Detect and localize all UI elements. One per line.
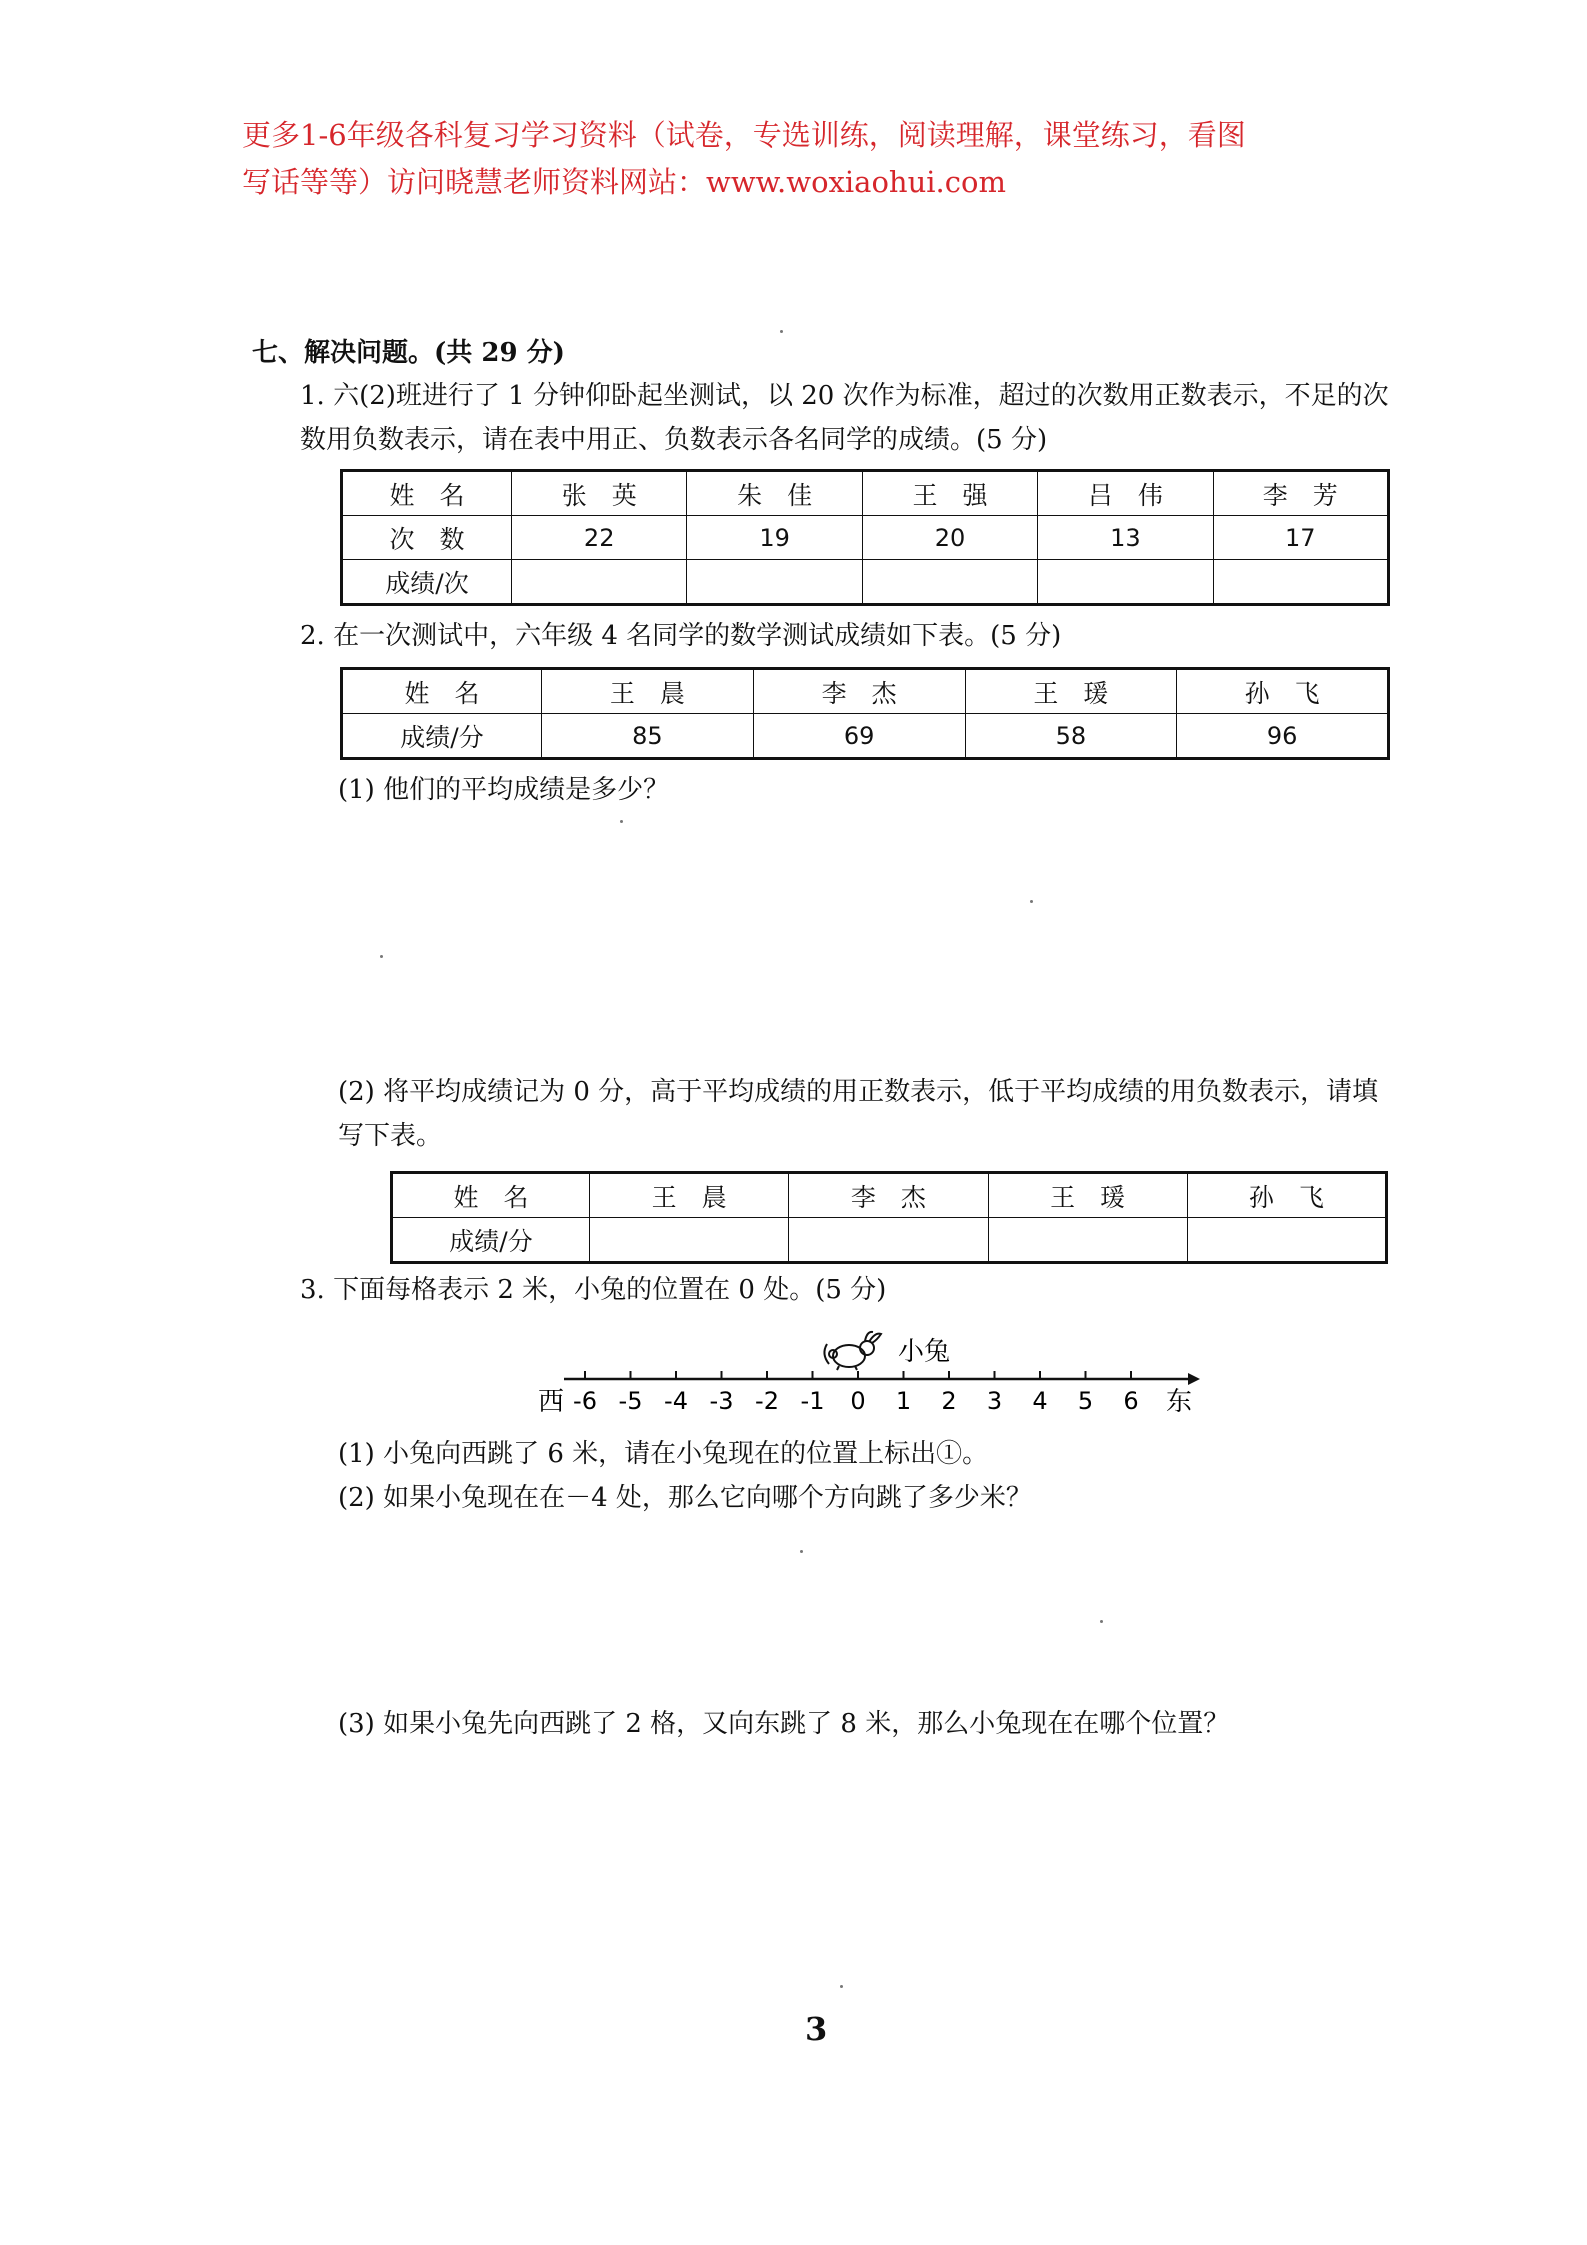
tick-label: 5 [1077, 1387, 1094, 1412]
table-row [392, 1218, 1387, 1263]
east-label: 东 [1166, 1387, 1193, 1412]
score-cell: 69 [753, 714, 965, 759]
score-cell: 85 [542, 714, 754, 759]
student-name: 吕 伟 [1038, 471, 1213, 516]
section-title: 七、解决问题。(共 29 分) [252, 338, 565, 368]
tick-label: -1 [800, 1387, 825, 1412]
table-row [342, 714, 1389, 759]
table-row [342, 516, 1389, 560]
row-label-name: 姓 名 [342, 669, 542, 714]
student-name: 李 杰 [753, 669, 965, 714]
question-2-text: 2. 在一次测试中，六年级 4 名同学的数学测试成绩如下表。(5 分) [300, 621, 1062, 651]
arrow-head-icon [1188, 1373, 1200, 1385]
score-cell: 96 [1177, 714, 1389, 759]
question-3-text: 3. 下面每格表示 2 米，小兔的位置在 0 处。(5 分) [300, 1275, 887, 1305]
question-3-part-3: (3) 如果小兔先向西跳了 2 格，又向东跳了 8 米，那么小兔现在在哪个位置？ [338, 1709, 1230, 1739]
answer-cell[interactable] [590, 1218, 789, 1263]
question-2-part-2: (2) 将平均成绩记为 0 分，高于平均成绩的用正数表示，低于平均成绩的用负数表示，请填写下表。 [338, 1077, 1379, 1151]
scan-speck [620, 820, 623, 823]
question-3-part-1: (1) 小兔向西跳了 6 米，请在小兔现在的位置上标出①。 [338, 1439, 989, 1469]
answer-cell[interactable] [1213, 560, 1388, 605]
count-cell: 17 [1213, 516, 1388, 560]
student-name: 李 芳 [1213, 471, 1388, 516]
row-label-count: 次 数 [342, 516, 512, 560]
question-2-part-1: (1) 他们的平均成绩是多少？ [338, 775, 670, 805]
rabbit-icon [824, 1332, 881, 1370]
student-name: 王 强 [862, 471, 1037, 516]
score-cell: 58 [965, 714, 1177, 759]
scan-speck [1030, 900, 1033, 903]
tick-label: 2 [941, 1387, 957, 1412]
answer-cell[interactable] [1187, 1218, 1386, 1263]
student-name: 张 英 [512, 471, 687, 516]
table-row [342, 560, 1389, 605]
question-1-text: 1. 六(2)班进行了 1 分钟仰卧起坐测试，以 20 次作为标准，超过的次数用正数表示，不足的次数用负数表示，请在表中用正、负数表示各名同学的成绩。(5 分) [300, 381, 1389, 455]
count-cell: 20 [862, 516, 1037, 560]
number-line [530, 1322, 1210, 1412]
page-number: 3 [805, 2010, 828, 2048]
question-3-part-2: (2) 如果小兔现在在－4 处，那么它向哪个方向跳了多少米？ [338, 1483, 1032, 1513]
promo-line-2: 写话等等）访问晓慧老师资料网站：www.woxiaohui.com [242, 165, 1006, 199]
tick-label: 4 [1032, 1387, 1048, 1412]
tick-label: -3 [709, 1387, 734, 1412]
row-label-name: 姓 名 [392, 1173, 590, 1218]
count-cell: 19 [687, 516, 862, 560]
rabbit-label: 小兔 [898, 1337, 951, 1367]
tick-label: -6 [573, 1387, 597, 1412]
table-row [342, 471, 1389, 516]
west-label: 西 [538, 1387, 565, 1412]
table-row [342, 669, 1389, 714]
count-cell: 13 [1038, 516, 1213, 560]
tick-group [573, 1371, 1139, 1412]
student-name: 孙 飞 [1187, 1173, 1386, 1218]
answer-cell[interactable] [862, 560, 1037, 605]
tick-label: 3 [986, 1387, 1003, 1412]
tick-label: 6 [1123, 1387, 1139, 1412]
answer-cell[interactable] [789, 1218, 988, 1263]
student-name: 李 杰 [789, 1173, 988, 1218]
tick-label: -2 [755, 1387, 779, 1412]
answer-cell[interactable] [988, 1218, 1187, 1263]
student-name: 王 晨 [590, 1173, 789, 1218]
question-2-table [340, 667, 1390, 760]
student-name: 王 瑗 [988, 1173, 1187, 1218]
promo-banner [242, 112, 1402, 206]
question-1-table [340, 469, 1390, 606]
row-label-score: 成绩/分 [342, 714, 542, 759]
student-name: 朱 佳 [687, 471, 862, 516]
answer-cell[interactable] [687, 560, 862, 605]
student-name: 王 晨 [542, 669, 754, 714]
row-label-name: 姓 名 [342, 471, 512, 516]
scan-speck [380, 955, 383, 958]
tick-label: 1 [895, 1387, 912, 1412]
tick-label: -4 [664, 1387, 688, 1412]
answer-cell[interactable] [1038, 560, 1213, 605]
table-row [392, 1173, 1387, 1218]
row-label-score: 成绩/分 [392, 1218, 590, 1263]
promo-line-1: 更多1-6年级各科复习学习资料（试卷，专选训练，阅读理解，课堂练习，看图 [242, 118, 1246, 152]
scan-speck [840, 1985, 843, 1988]
row-label-result: 成绩/次 [342, 560, 512, 605]
question-2-answer-table [390, 1171, 1388, 1264]
answer-cell[interactable] [512, 560, 687, 605]
scan-speck [800, 1550, 803, 1553]
student-name: 王 瑗 [965, 669, 1177, 714]
scan-speck [1100, 1620, 1103, 1623]
tick-label: -5 [618, 1387, 643, 1412]
student-name: 孙 飞 [1177, 669, 1389, 714]
count-cell: 22 [512, 516, 687, 560]
tick-label: 0 [850, 1387, 866, 1412]
scan-speck [780, 330, 783, 333]
